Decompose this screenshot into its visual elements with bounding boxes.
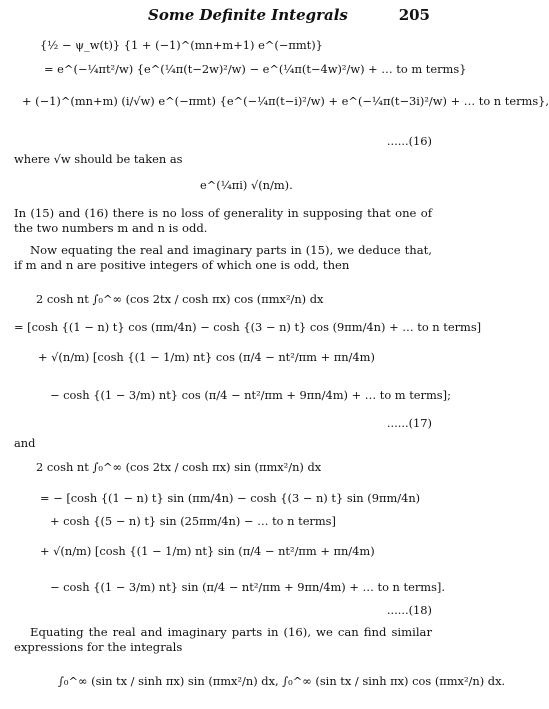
equation-line-2: = e^(−¼πt²/w) {e^(¼π(t−2w)²/w) − e^(¼π(t−4w)²/w) + … to m terms} [44,62,467,76]
equation-number-18: ......(18) [386,603,432,617]
equation-18-lhs: 2 cosh nt ∫₀^∞ (cos 2tx / cosh πx) sin (πmx²/n) dx [36,460,322,474]
equation-18-line-2: = − [cosh {(1 − n) t} sin (πm/4n) − cosh {(3 − n) t} sin (9πm/4n) [40,491,421,505]
running-header [0,4,450,26]
text-where: where √w should be taken as [14,152,183,166]
paragraph-generality: In (15) and (16) there is no loss of generality in supposing that one of the two numbers m and n is odd. [14,206,432,235]
chapter-title: Some Definite Integrals [148,6,348,24]
equation-17-line-4: − cosh {(1 − 3/m) nt} cos (π/4 − nt²/πm + 9πn/4m) + … to m terms]; [50,388,451,402]
text-and: and [14,436,36,450]
equation-17-line-2: = [cosh {(1 − n) t} cos (πm/4n) − cosh {(3 − n) t} cos (9πm/4n) + … to n terms] [14,320,482,334]
page-number: 205 [398,6,430,24]
equation-integrals-final: ∫₀^∞ (sin tx / sinh πx) sin (πmx²/n) dx, ∫₀^∞ (sin tx / sinh πx) cos (πmx²/n) dx. [58,674,506,688]
equation-17-lhs: 2 cosh nt ∫₀^∞ (cos 2tx / cosh πx) cos (πmx²/n) dx [36,292,324,306]
equation-number-16: ......(16) [386,134,432,148]
equation-line-3: + (−1)^(mn+m) (i/√w) e^(−πmt) {e^(−¼π(t−i)²/w) + e^(−¼π(t−3i)²/w) + … to n terms}, [22,94,549,108]
paragraph-equating-16: Equating the real and imaginary parts in (16), we can find similar expressions for the integrals [14,625,432,654]
equation-line-1: {½ − ψ_w(t)} {1 + (−1)^(mn+m+1) e^(−πmt)} [40,38,323,52]
paragraph-equating-15: Now equating the real and imaginary parts in (15), we deduce that, if m and n are positive integers of which one is odd, then [14,243,432,272]
equation-18-line-5: − cosh {(1 − 3/m) nt} sin (π/4 − nt²/πm + 9πn/4m) + … to n terms]. [50,580,445,594]
equation-17-line-3: + √(n/m) [cosh {(1 − 1/m) nt} cos (π/4 − nt²/πm + πn/4m) [38,350,375,364]
equation-18-line-4: + √(n/m) [cosh {(1 − 1/m) nt} sin (π/4 − nt²/πm + πn/4m) [40,544,375,558]
equation-sqrt-w: e^(¼πi) √(n/m). [200,178,293,192]
equation-number-17: ......(17) [386,416,432,430]
equation-18-line-3: + cosh {(5 − n) t} sin (25πm/4n) − … to n terms] [50,514,336,528]
